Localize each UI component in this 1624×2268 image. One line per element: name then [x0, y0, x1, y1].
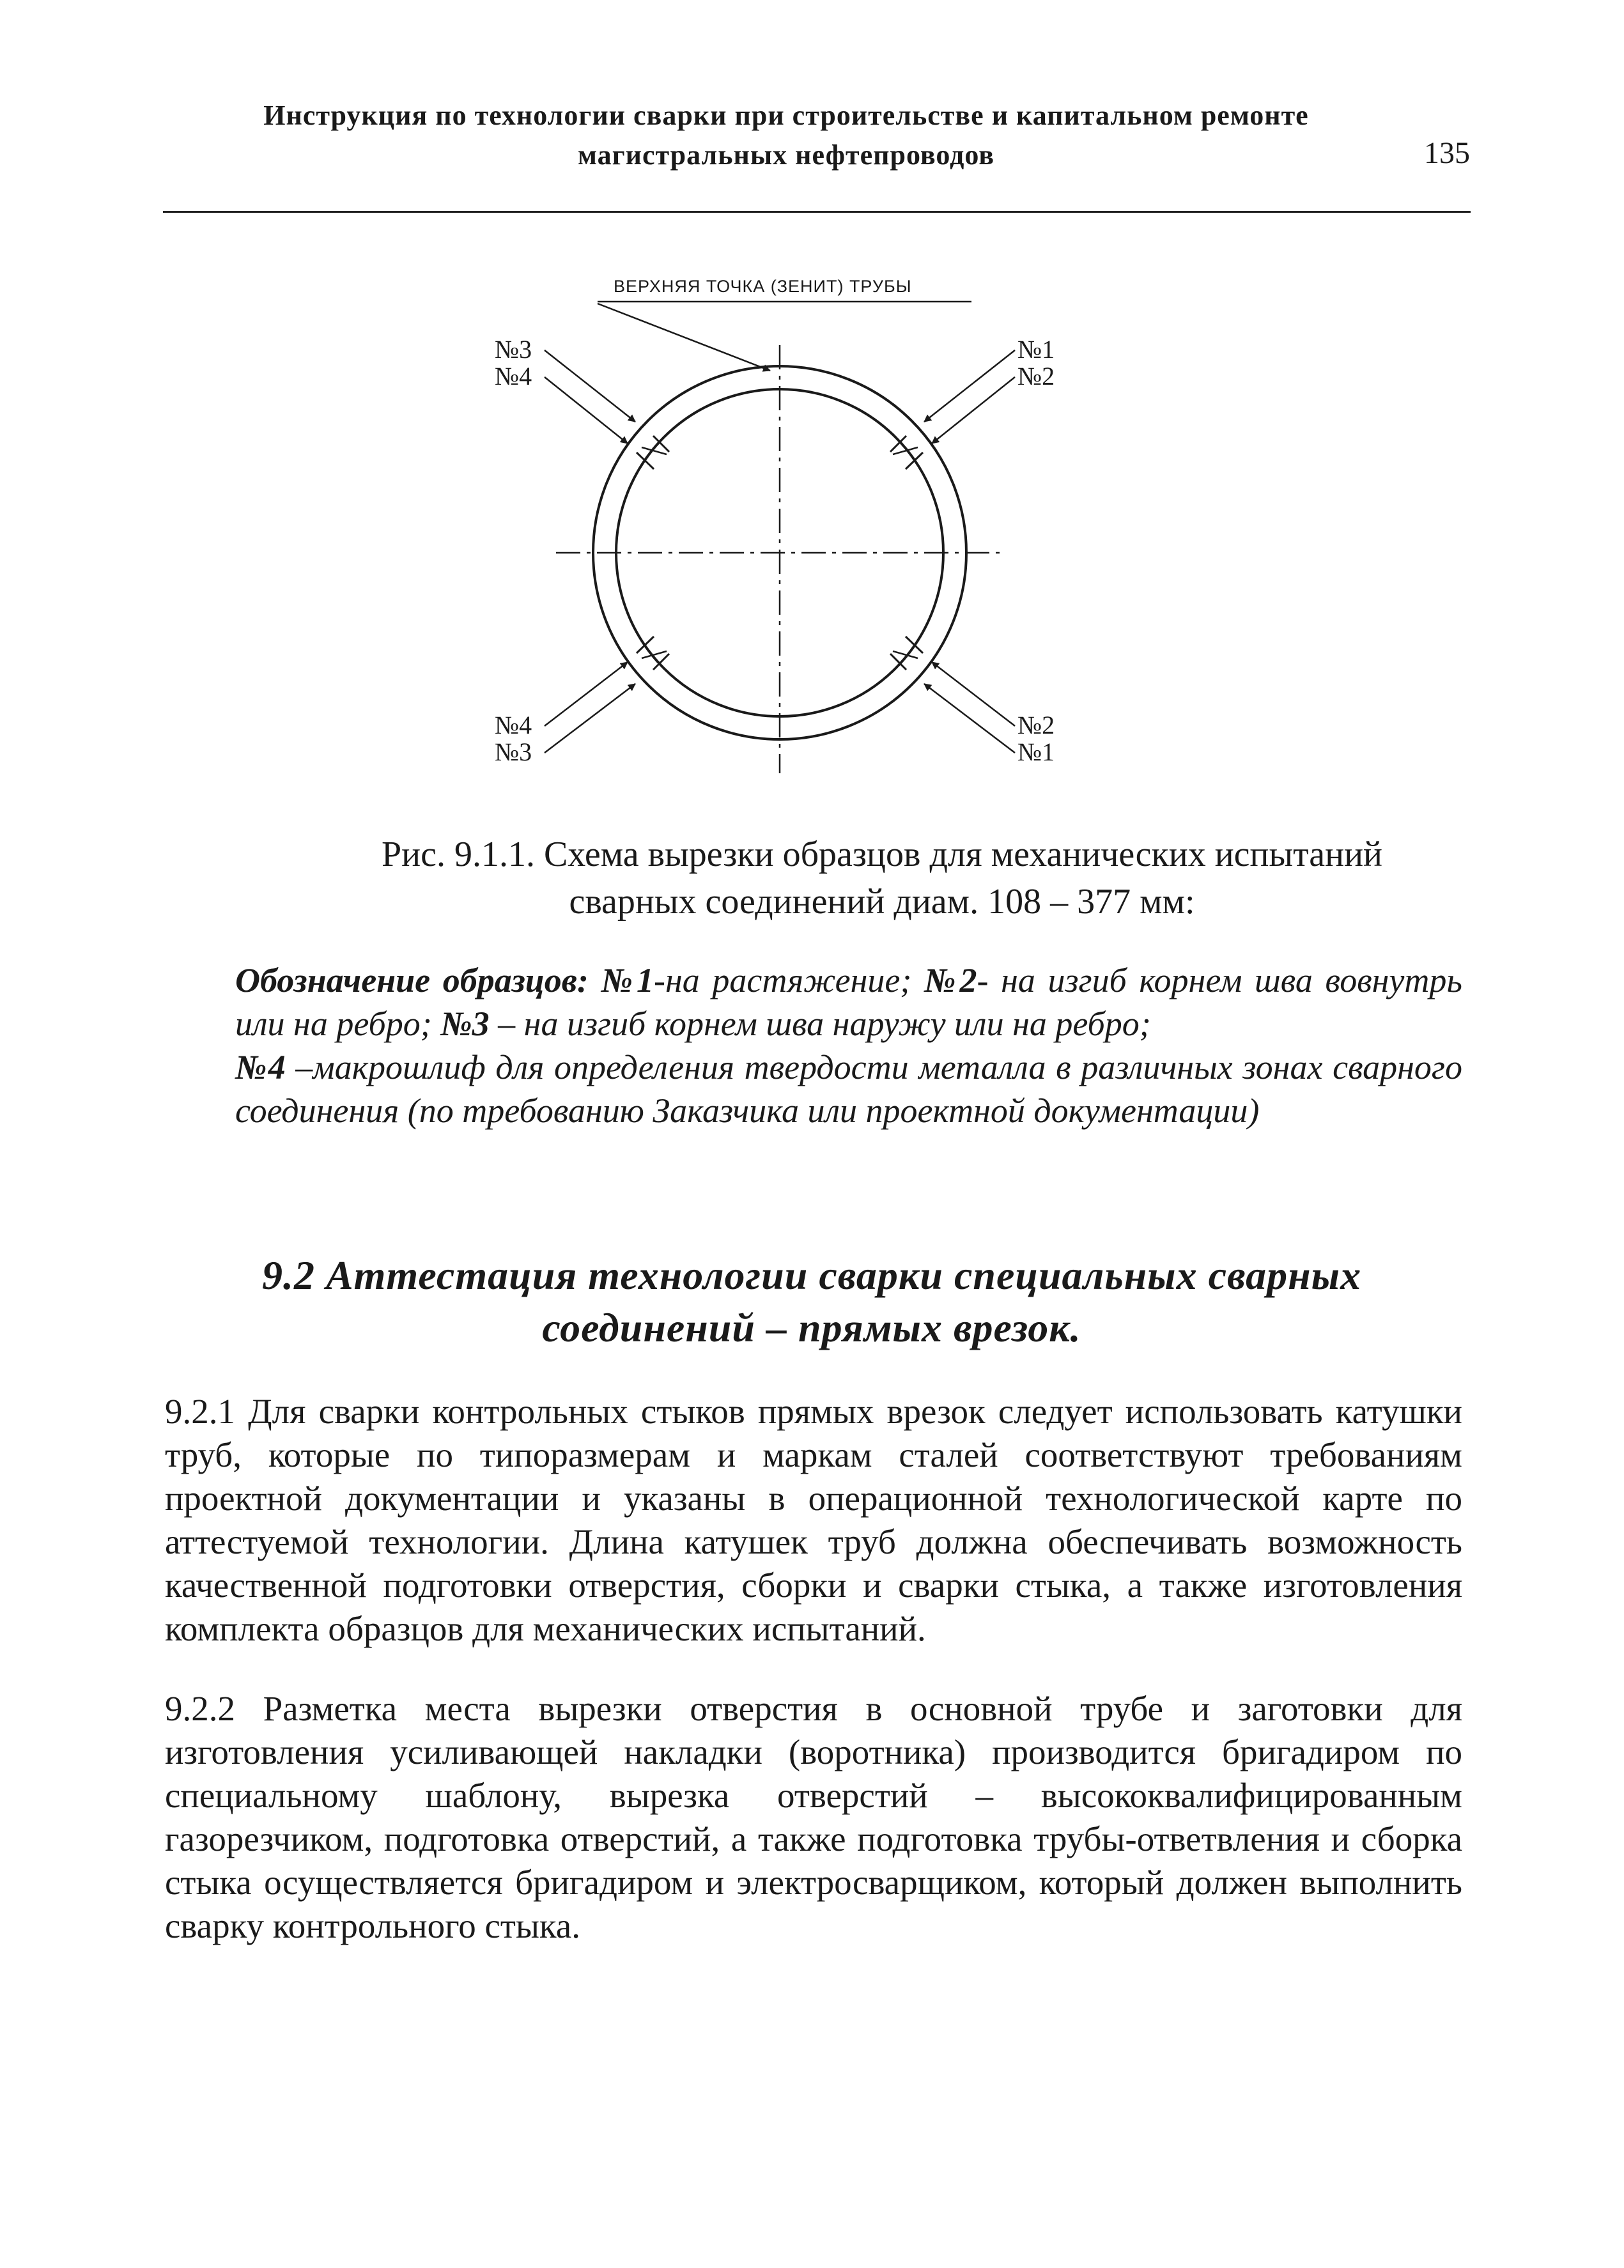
page-number: 135 [1424, 136, 1470, 170]
section-heading-line-1: 9.2 Аттестация технологии сварки специальных сварных [261, 1253, 1362, 1298]
arrow-bottom-left-1 [545, 662, 628, 726]
label-bottom-right-1: №2 [1017, 711, 1055, 739]
legend-text-2: - на изгиб корнем шва вовнутрь или на ребро; [235, 961, 1462, 1043]
caption-line-1: Рис. 9.1.1. Схема вырезки образцов для механических испытаний [381, 835, 1383, 874]
header-divider [163, 211, 1471, 213]
section-heading-line-2: соединений – прямых врезок. [542, 1305, 1081, 1350]
label-bottom-left-2: №3 [495, 737, 532, 766]
figure-caption [307, 831, 1457, 925]
label-top-right-2: №2 [1017, 362, 1055, 390]
pipe-cross-section-diagram [486, 268, 1125, 792]
legend-text-4: –макрошлиф для определения твердости металла в различных зонах сварного соединения (по требованию Заказчика или проектной документации) [235, 1048, 1462, 1130]
running-header [192, 96, 1380, 175]
legend-no2: №2 [924, 961, 977, 999]
legend-no3: №3 [440, 1005, 490, 1043]
specimen-cutting-diagram [486, 268, 1125, 792]
legend-text-1: -на растяжение; [654, 961, 912, 999]
paragraph-9-2-2: 9.2.2 Разметка места вырезки отверстия в основной трубе и заготовки для изготовления усиливающей накладки (воротника) производится бригадиром по специальному шаблону, вырезка отверстий – высококвалифицированным газорезчиком, подготовка отверстий, а также подготовка трубы-ответвления и сборка стыка осуществляется бригадиром и электросварщиком, который должен выполнить сварку контрольного стыка. [165, 1689, 1462, 1945]
label-top-left-2: №4 [495, 362, 532, 390]
arrow-bottom-left-2 [545, 684, 635, 753]
header-title-line-1: Инструкция по технологии сварки при строительстве и капитальном ремонте [263, 100, 1309, 131]
legend-paragraph [235, 959, 1462, 1045]
label-top-left-1: №3 [495, 335, 532, 364]
legend-paragraph-2 [235, 1045, 1462, 1132]
label-bottom-left-1: №4 [495, 711, 532, 739]
legend-lead: Обозначение образцов: [235, 961, 589, 999]
legend-no4: №4 [235, 1048, 286, 1086]
arrow-top-right-1 [924, 350, 1015, 422]
arrow-top-right-2 [932, 377, 1015, 444]
arrow-bottom-right-2 [924, 684, 1015, 753]
label-bottom-right-2: №1 [1017, 737, 1055, 766]
header-title-line-2: магистральных нефтепроводов [577, 139, 995, 171]
arrow-top-left-2 [545, 377, 628, 444]
paragraph-9-2-1: 9.2.1 Для сварки контрольных стыков прямых врезок следует использовать катушки труб, которые по типоразмерам и маркам сталей соответствуют требованиям проектной документации и указаны в операционной технологической карте по аттестуемой технологии. Длина катушек труб должна обеспечивать возможность качественной подготовки отверстия, сборки и сварки стыка, а также изготовления комплекта образцов для механических испытаний. [165, 1392, 1462, 1648]
legend-text-3: – на изгиб корнем шва наружу или на ребро; [498, 1005, 1151, 1043]
arrow-top-left-1 [545, 350, 635, 422]
caption-line-2: сварных соединений диам. 108 – 377 мм: [569, 882, 1195, 922]
zenith-pointer-arrow [598, 304, 770, 371]
specimen-legend [235, 959, 1462, 1132]
arrow-bottom-right-1 [932, 662, 1015, 726]
label-top-right-1: №1 [1017, 335, 1055, 364]
zenith-label: ВЕРХНЯЯ ТОЧКА (ЗЕНИТ) ТРУБЫ [614, 277, 912, 296]
section-heading [192, 1249, 1432, 1354]
legend-no1: №1 [601, 961, 654, 999]
